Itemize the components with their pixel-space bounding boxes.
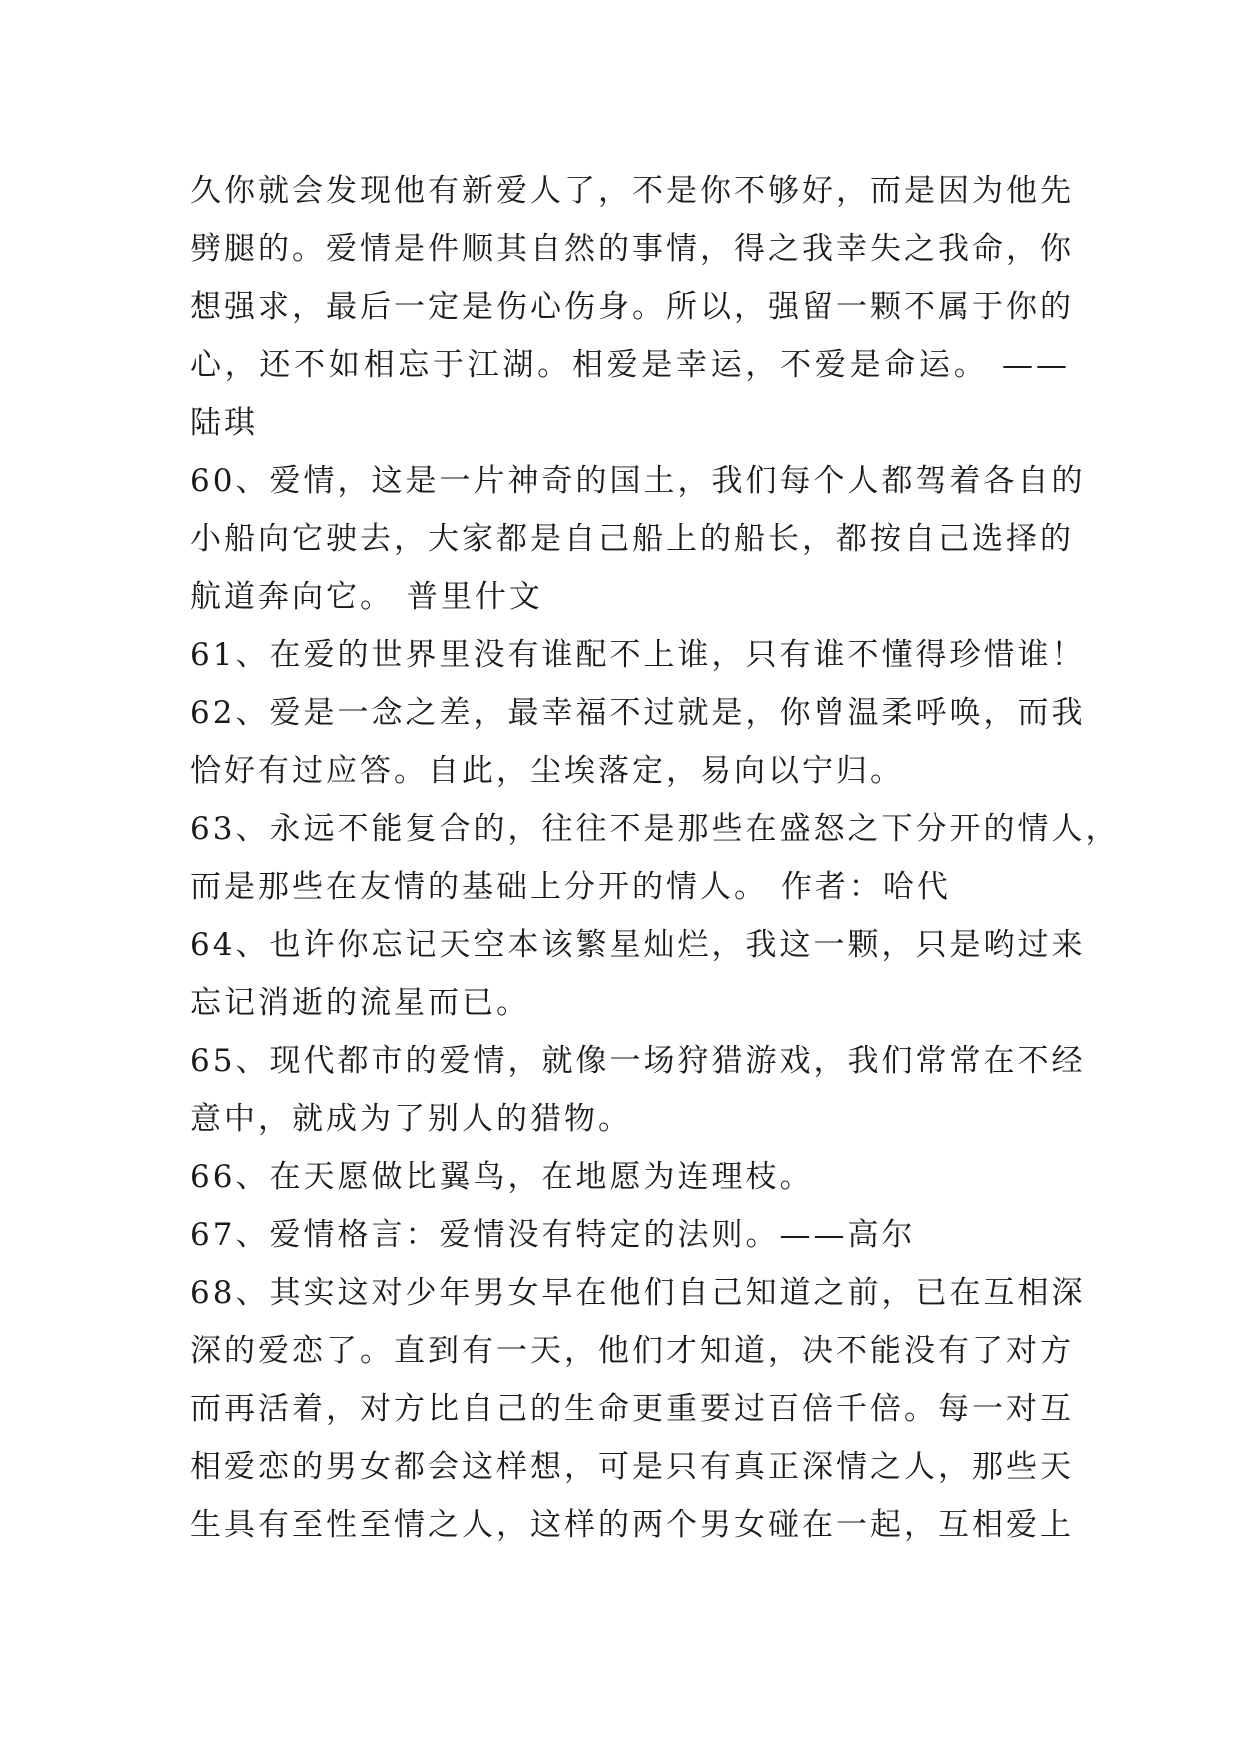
text-line: 忘记消逝的流星而已。	[190, 985, 530, 1021]
text-line: 而是那些在友情的基础上分开的情人。 作者：哈代	[190, 869, 951, 905]
text-line: 66、在天愿做比翼鸟，在地愿为连理枝。	[190, 1159, 814, 1195]
text-line: 64、也许你忘记天空本该繁星灿烂，我这一颗，只是哟过来	[190, 927, 1086, 963]
text-line: 60、爱情，这是一片神奇的国土，我们每个人都驾着各自的	[190, 463, 1086, 499]
text-line: 小船向它驶去，大家都是自己船上的船长，都按自己选择的	[190, 521, 1074, 557]
text-line: 63、永远不能复合的，往往不是那些在盛怒之下分开的情人，	[190, 811, 1120, 847]
text-line: 61、在爱的世界里没有谁配不上谁，只有谁不懂得珍惜谁！	[190, 637, 1086, 673]
text-line: 意中，就成为了别人的猎物。	[190, 1101, 632, 1137]
text-line: 相爱恋的男女都会这样想，可是只有真正深情之人，那些天	[190, 1449, 1074, 1485]
text-line: 生具有至性至情之人，这样的两个男女碰在一起，互相爱上	[190, 1507, 1074, 1543]
text-line: 恰好有过应答。自此，尘埃落定，易向以宁归。	[190, 753, 904, 789]
text-line: 深的爱恋了。直到有一天，他们才知道，决不能没有了对方	[190, 1333, 1074, 1369]
text-line: 想强求，最后一定是伤心伤身。所以，强留一颗不属于你的	[190, 289, 1074, 325]
text-line: 航道奔向它。 普里什文	[190, 579, 543, 615]
text-line: 68、其实这对少年男女早在他们自己知道之前，已在互相深	[190, 1275, 1086, 1311]
document-body	[190, 162, 1120, 1554]
text-line: 陆琪	[190, 405, 258, 441]
text-line: 久你就会发现他有新爱人了，不是你不够好，而是因为他先	[190, 173, 1074, 209]
text-line: 心，还不如相忘于江湖。相爱是幸运，不爱是命运。 ——	[190, 347, 1070, 383]
text-line: 65、现代都市的爱情，就像一场狩猎游戏，我们常常在不经	[190, 1043, 1086, 1079]
text-line: 劈腿的。爱情是件顺其自然的事情，得之我幸失之我命，你	[190, 231, 1074, 267]
text-line: 而再活着，对方比自己的生命更重要过百倍千倍。每一对互	[190, 1391, 1074, 1427]
text-line: 62、爱是一念之差，最幸福不过就是，你曾温柔呼唤，而我	[190, 695, 1086, 731]
text-line: 67、爱情格言：爱情没有特定的法则。——高尔	[190, 1217, 916, 1253]
